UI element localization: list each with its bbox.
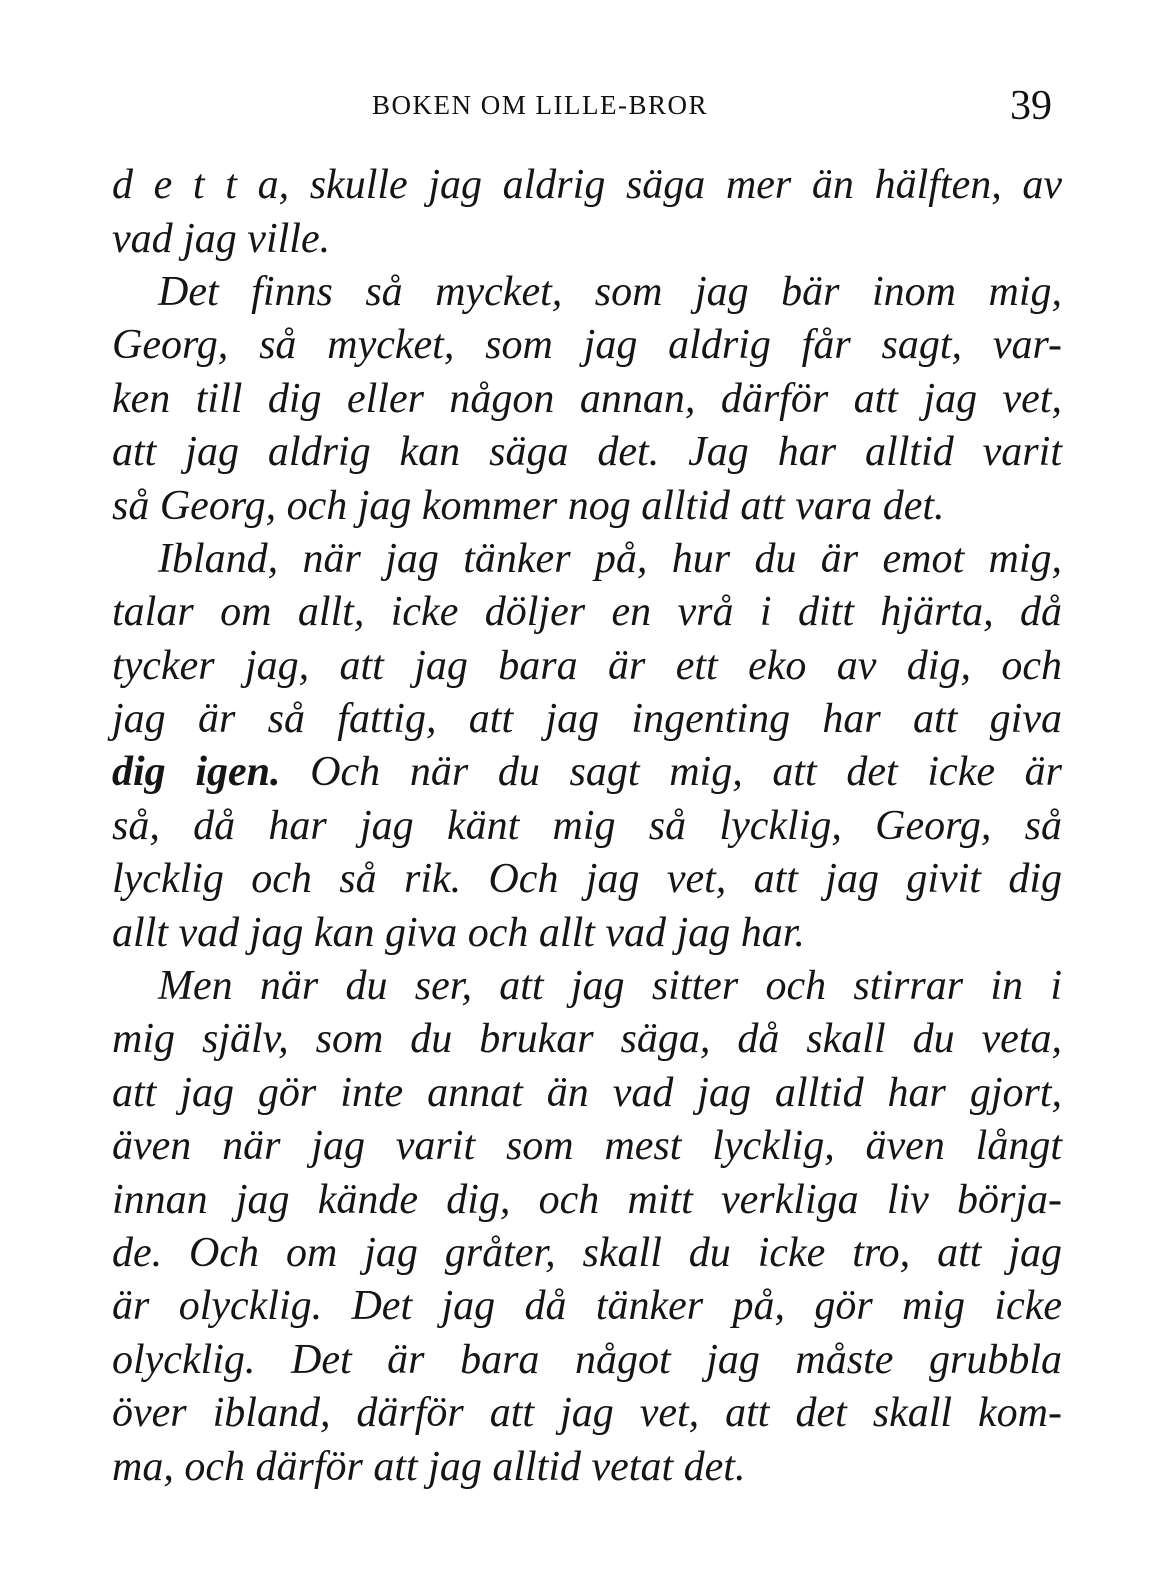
text-line: jag är så fattig, att jag ingenting har att giva bbox=[112, 696, 1062, 742]
page-number: 39 bbox=[1010, 83, 1052, 129]
text-line: att jag aldrig kan säga det. Jag har alltid varit bbox=[112, 429, 1062, 475]
text-line: lycklig och så rik. Och jag vet, att jag givit dig bbox=[112, 856, 1062, 902]
text-line: är olycklig. Det jag då tänker på, gör mig icke bbox=[112, 1283, 1062, 1329]
text-line: de. Och om jag gråter, skall du icke tro, att jag bbox=[112, 1230, 1062, 1276]
text-line: att jag gör inte annat än vad jag alltid har gjort, bbox=[112, 1070, 1062, 1116]
running-title: BOKEN OM LILLE-BROR bbox=[372, 90, 708, 120]
text-line: även när jag varit som mest lycklig, även långt bbox=[112, 1123, 1062, 1169]
text-line: ken till dig eller någon annan, därför att jag vet, bbox=[112, 376, 1062, 422]
text-line: dig igen. Och när du sagt mig, att det icke är bbox=[112, 749, 1062, 795]
text-line: tycker jag, att jag bara är ett eko av dig, och bbox=[112, 643, 1062, 689]
text-line: talar om allt, icke döljer en vrå i ditt hjärta, då bbox=[112, 589, 1062, 635]
text-line: Men när du ser, att jag sitter och stirrar in i bbox=[158, 963, 1062, 1009]
text-line: innan jag kände dig, och mitt verkliga liv börja- bbox=[112, 1177, 1062, 1223]
text-line: Georg, så mycket, som jag aldrig får sagt, var- bbox=[112, 322, 1062, 368]
text-line: vad jag ville. bbox=[112, 216, 331, 262]
text-line: ma, och därför att jag alltid vetat det. bbox=[112, 1444, 746, 1490]
text-line: Det finns så mycket, som jag bär inom mig, bbox=[158, 269, 1062, 315]
text-line: så, då har jag känt mig så lycklig, Georg, så bbox=[112, 803, 1062, 849]
text-line: över ibland, därför att jag vet, att det skall kom- bbox=[112, 1390, 1062, 1436]
text-line: d e t t a, skulle jag aldrig säga mer än hälften, av bbox=[112, 162, 1062, 208]
text-line: mig själv, som du brukar säga, då skall du veta, bbox=[112, 1016, 1062, 1062]
text-line: olycklig. Det är bara något jag måste grubbla bbox=[112, 1337, 1062, 1383]
text-line: allt vad jag kan giva och allt vad jag har. bbox=[112, 910, 805, 956]
bold-phrase: dig igen. bbox=[112, 749, 281, 795]
text-line: så Georg, och jag kommer nog alltid att vara det. bbox=[112, 483, 945, 529]
text-line: Ibland, när jag tänker på, hur du är emot mig, bbox=[158, 536, 1062, 582]
